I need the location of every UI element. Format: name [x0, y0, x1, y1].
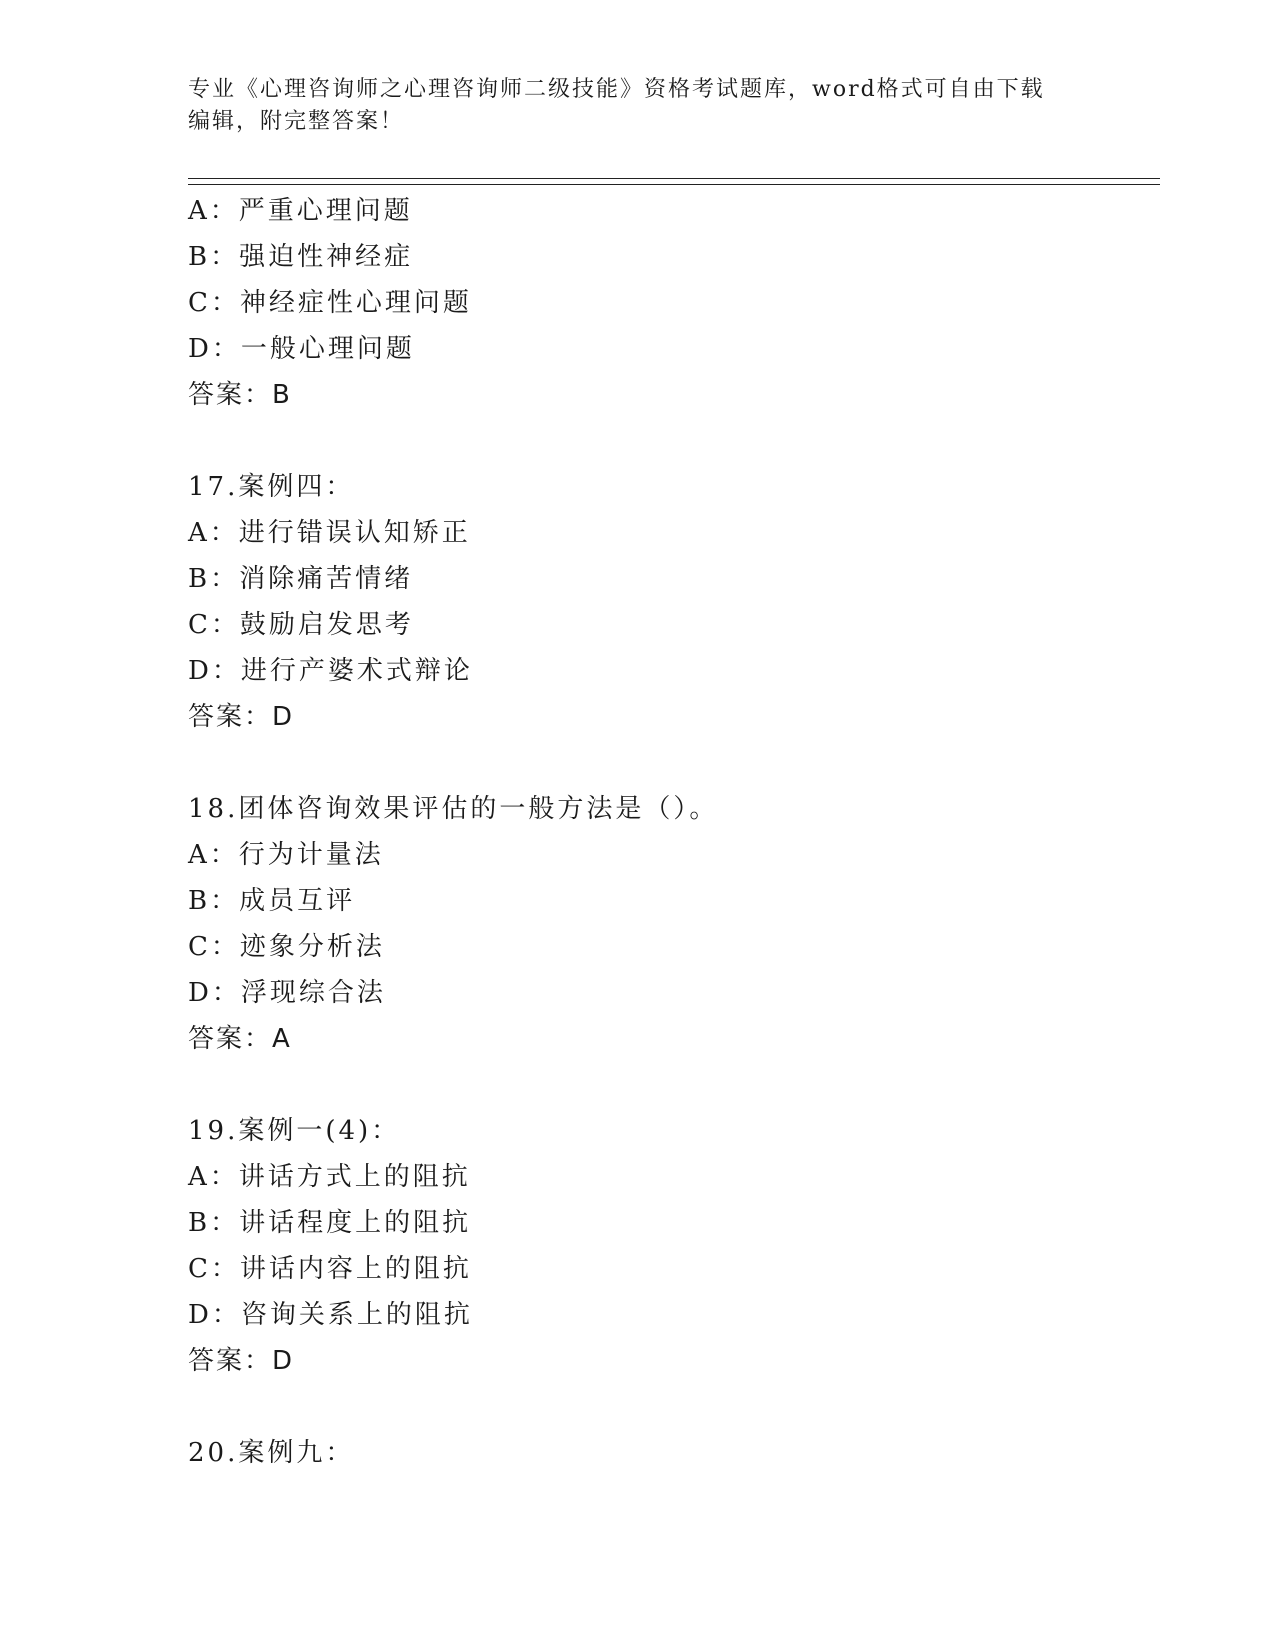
option-c: C：讲话内容上的阻抗 [188, 1254, 472, 1284]
option-b: B：强迫性神经症 [188, 242, 414, 272]
spacer [188, 1062, 1160, 1108]
answer-line: 答案：A [188, 1024, 292, 1054]
question-stem: 18.团体咨询效果评估的一般方法是（）。 [188, 794, 719, 824]
question-stem: 19.案例一(4)： [188, 1116, 401, 1146]
header-divider [188, 178, 1160, 185]
question-item [188, 786, 1160, 1062]
option-b: B：消除痛苦情绪 [188, 564, 414, 594]
spacer [188, 418, 1160, 464]
option-a: A：行为计量法 [188, 840, 384, 870]
option-a: A：进行错误认知矫正 [188, 518, 471, 548]
question-item [188, 188, 1160, 418]
option-c: C：鼓励启发思考 [188, 610, 414, 640]
answer-line: 答案：D [188, 1346, 295, 1376]
header-line-1: 专业《心理咨询师之心理咨询师二级技能》资格考试题库，word格式可自由下载 [188, 77, 1045, 102]
answer-line: 答案：D [188, 702, 295, 732]
spacer [188, 740, 1160, 786]
question-stem: 17.案例四： [188, 472, 355, 502]
spacer [188, 1384, 1160, 1430]
question-item [188, 1108, 1160, 1384]
option-d: D：进行产婆术式辩论 [188, 656, 473, 686]
question-item [188, 1430, 1160, 1476]
question-stem: 20.案例九： [188, 1438, 355, 1468]
option-d: D：一般心理问题 [188, 334, 415, 364]
option-b: B：讲话程度上的阻抗 [188, 1208, 472, 1238]
question-item [188, 464, 1160, 740]
option-a: A：严重心理问题 [188, 196, 413, 226]
option-b: B：成员互评 [188, 886, 356, 916]
option-d: D：浮现综合法 [188, 978, 386, 1008]
option-d: D：咨询关系上的阻抗 [188, 1300, 473, 1330]
answer-line: 答案：B [188, 380, 292, 410]
document-header [188, 74, 1088, 138]
option-a: A：讲话方式上的阻抗 [188, 1162, 471, 1192]
option-c: C：神经症性心理问题 [188, 288, 472, 318]
header-line-2: 编辑，附完整答案！ [188, 109, 405, 134]
question-list [188, 188, 1160, 1476]
option-c: C：迹象分析法 [188, 932, 385, 962]
